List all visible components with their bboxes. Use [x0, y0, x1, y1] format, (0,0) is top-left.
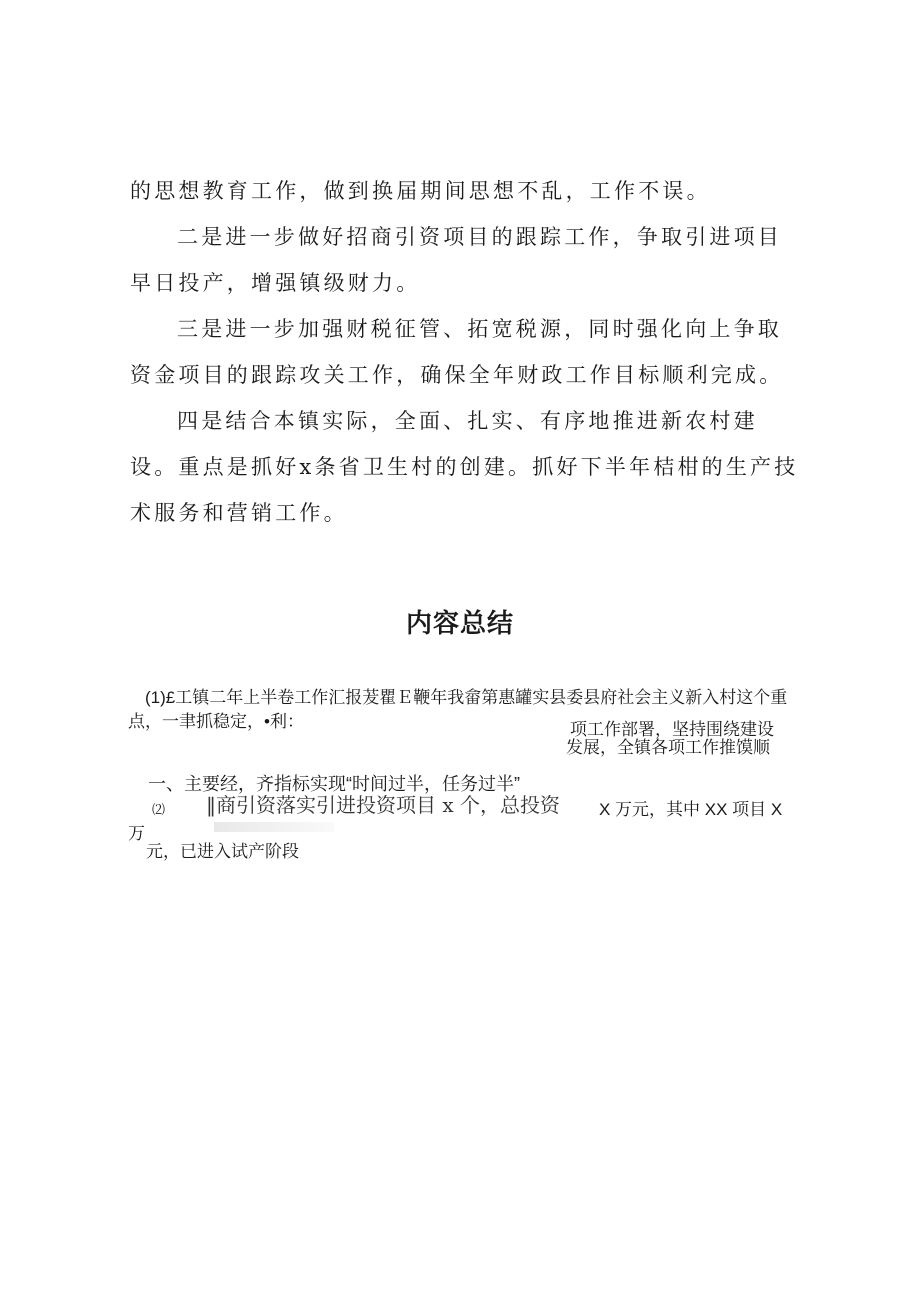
summary-line-1d: 发展，全镇各项工作推馍顺 — [566, 738, 770, 757]
paragraph-item-4: 四是结合本镇实际，全面、扎实、有序地推进新农村建设。重点是抓好x条省卫生村的创建。抓好下半年桔柑的生产技术服务和营销工作。 — [130, 409, 799, 525]
paragraph-continuation: 的思想教育工作，做到换届期间思想不乱，工作不误。 — [130, 179, 711, 203]
faded-text-smudge — [214, 822, 334, 832]
summary-line-1c: 项工作部署，坚持围绕建设 — [570, 720, 774, 739]
summary-line-1a: (1)£工镇二年上半卷工作汇报茇瞿Ｅ鞭年我畲第惠罐实县委县府社会主义新入村这个重 — [145, 688, 788, 707]
summary-item-number: ⑵ — [152, 802, 166, 817]
paragraph-item-3: 三是进一步加强财税征管、拓宽税源，同时强化向上争取资金项目的跟踪攻关工作，确保全年财政工作目标顺利完成。 — [130, 317, 784, 387]
summary-heading: 内容总结 — [405, 609, 514, 639]
summary-line-4-right: 元，已进入试产阶段 — [146, 842, 299, 861]
summary-line-2: 一、主要经，齐指标实现“时间过半，任务过半” — [148, 774, 520, 794]
paragraph-item-2: 二是进一步做好招商引资项目的跟踪工作，争取引进项目早日投产，增强镇级财力。 — [130, 225, 782, 295]
summary-line-3-left: ‖商引资落实引进投资项目 x 个，总投资 — [206, 793, 560, 817]
summary-line-3-right: X 万元，其中 XX 项目 X — [599, 800, 783, 819]
summary-line-1b: 点，一聿抓稳定，•利： — [128, 712, 304, 731]
summary-line-4-left: 万 — [128, 824, 145, 843]
